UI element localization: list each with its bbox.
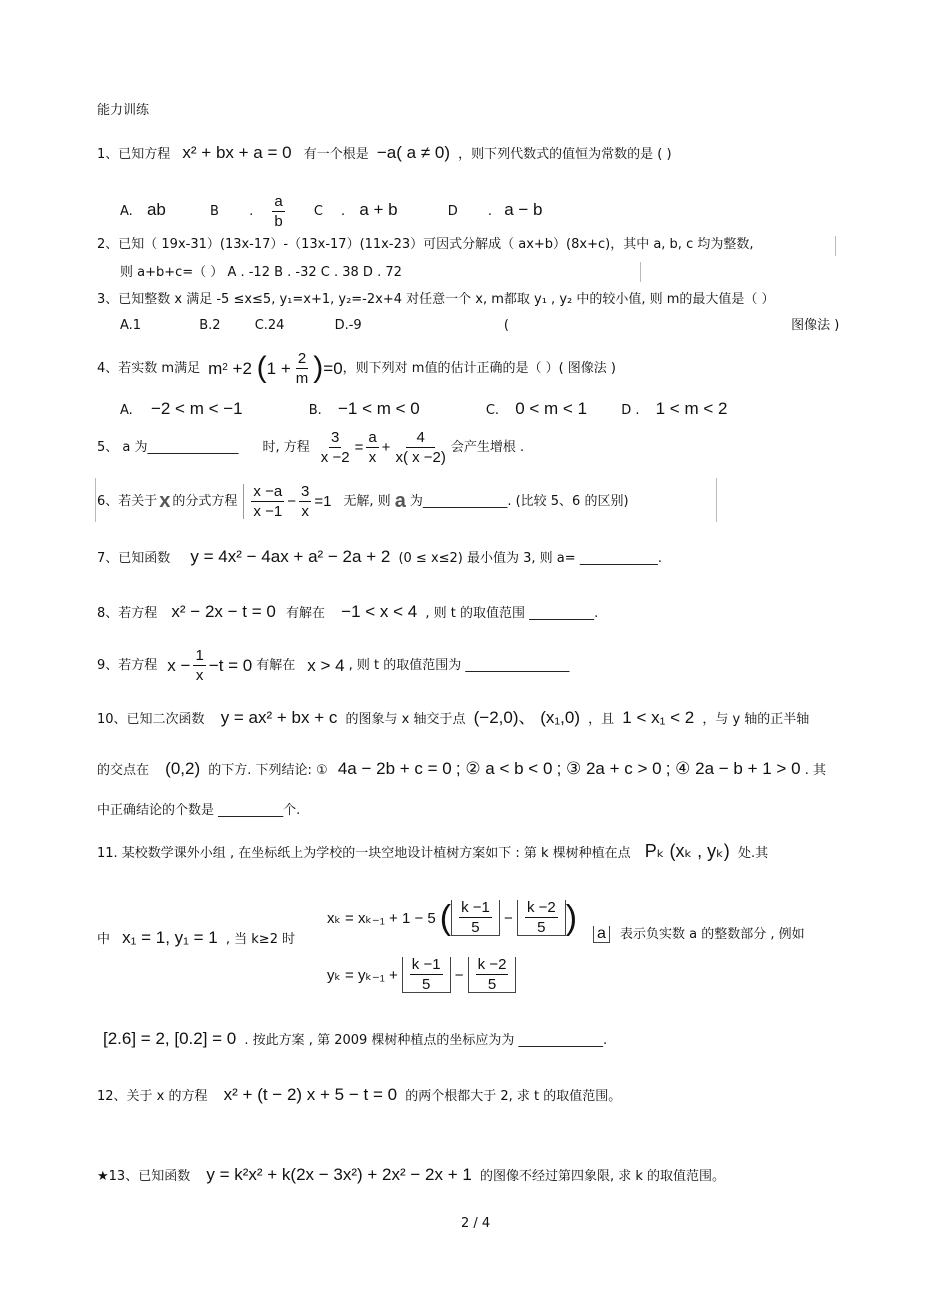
q3-method: 图像法 ) — [791, 318, 840, 333]
q10-conclusion-3: ; ③ 2a + c > 0 — [556, 759, 662, 778]
q1-options — [120, 194, 543, 229]
q4-opt-a: −2 < m < −1 — [150, 399, 243, 418]
q10-conclusion-1: 4a − 2b + c = 0 — [337, 759, 452, 778]
q10-cond: ，且 — [588, 712, 615, 727]
q6-tail1: 无解, 则 — [343, 493, 391, 509]
q8-mid: 有解在 — [285, 606, 325, 621]
q3-opt-b: B.2 — [199, 318, 221, 333]
q11-line2 — [97, 929, 295, 946]
q11-yk: yₖ = yₖ₋₁ + — [327, 966, 398, 984]
q4-suffix: ，则下列对 m值的估计正确的是（ ）( 图像法 ) — [342, 360, 616, 376]
question-5 — [97, 424, 524, 470]
q1-opt-c-label: C — [313, 204, 323, 219]
q13-equation: y = k²x² + k(2x − 3x²) + 2x² − 2x + 1 — [206, 1165, 472, 1184]
scan-artifact — [95, 478, 96, 522]
q6-var: x — [159, 490, 171, 512]
q4-opt-b: −1 < m < 0 — [337, 399, 420, 418]
q10-points: (−2,0)、 (x₁,0) — [473, 708, 580, 727]
q10-equation: y = ax² + bx + c — [220, 708, 338, 727]
q4-opt-a-label: A. — [120, 403, 133, 418]
q3-opt-c: C.24 — [254, 318, 285, 333]
q7-condition: (0 ≤ x≤2) 最小值为 3, 则 a= — [398, 551, 576, 566]
q11-floor-def — [593, 926, 805, 943]
q3-opt-a: A.1 — [120, 318, 142, 333]
q6-var2: a — [394, 490, 406, 512]
q8-prefix: 8、若方程 — [97, 606, 158, 621]
q11-xk-brackets: ( $\frac{k -1}{5}$ − $\frac{k -2}{5}$ ) — [439, 899, 578, 937]
q12-prefix: 12、关于 x 的方程 — [97, 1089, 208, 1104]
q1-frac-den: b — [274, 213, 283, 230]
q11-yk-brackets: $\frac{k -1}{5}$ − $\frac{k -2}{5}$ — [402, 957, 517, 993]
q1-mid: 有一个根是 — [303, 147, 369, 162]
q11-prefix: 11. 某校数学课外小组 , 在坐标纸上为学校的一块空地设计植树方案如下 : 第 k 棵树种植在点 — [97, 846, 631, 861]
question-9 — [97, 642, 569, 688]
q3-paren: ( — [503, 318, 509, 333]
q11-init: x₁ = 1, y₁ = 1 — [122, 928, 218, 947]
q6-equation: $\frac{x -a}{x -1}$ − $\frac{3}{x}$ =1 — [243, 484, 331, 519]
q4-opt-c-label: C. — [485, 403, 500, 418]
q1-suffix: ，则下列代数式的值恒为常数的是 ( ) — [458, 147, 672, 162]
scan-artifact — [716, 478, 717, 522]
q7-blank: ____________. — [579, 551, 662, 566]
q10-l2-prefix: 的交点在 — [97, 763, 150, 778]
q4-prefix: 4、若实数 m满足 — [97, 360, 201, 376]
q9-suffix: , 则 t 的取值范围为 ________________ — [348, 657, 570, 673]
q11-l2-prefix: 中 — [97, 932, 111, 947]
scan-artifact — [640, 262, 641, 282]
question-4 — [97, 346, 616, 390]
q3-opt-d: D.-9 — [334, 318, 362, 333]
q10-line1 — [97, 709, 809, 726]
q4-opt-d-label: D . — [621, 403, 640, 418]
q10-tail: ，与 y 轴的正半轴 — [702, 712, 810, 727]
q10-line2 — [97, 760, 826, 777]
question-1 — [97, 144, 672, 161]
q10-conclusion-2: ; ② a < b < 0 — [455, 759, 553, 778]
q11-tail: 处.其 — [737, 846, 769, 861]
q9-mid: 有解在 — [256, 657, 296, 673]
q7-equation: y = 4x² − 4ax + a² − 2a + 2 — [190, 547, 391, 566]
q4-opt-d: 1 < m < 2 — [655, 399, 728, 418]
q11-line3 — [103, 1030, 607, 1047]
q5-equation: $\frac{3}{x -2}$ = $\frac{a}{x}$ + $\frac{4}{x( x -2)}$ — [320, 428, 446, 466]
q10-l2-tail: . 其 — [804, 763, 826, 778]
q5-suffix: 会产生增根 . — [450, 439, 525, 455]
scan-artifact — [835, 236, 836, 256]
question-13 — [97, 1166, 725, 1183]
q4-equation: m 2 +2 ( 1 + $\frac{2}{m}$ ) =0 — [208, 349, 343, 387]
q1-opt-d-label: D — [447, 204, 458, 219]
q11-line1 — [97, 842, 768, 860]
q1-prefix: 1、已知方程 — [97, 147, 171, 162]
q6-mid: 的分式方程 — [172, 493, 238, 509]
q11-xk-formula — [327, 893, 577, 943]
q1-frac-num: a — [274, 193, 283, 210]
question-6 — [97, 478, 629, 524]
q11-l2-mid: , 当 k≥2 时 — [225, 932, 296, 947]
question-8 — [97, 603, 598, 620]
q7-prefix: 7、已知函数 — [97, 551, 171, 566]
question-7 — [97, 548, 662, 565]
q5-mid: 时, 方程 — [262, 439, 310, 455]
q8-equation: x² − 2x − t = 0 — [171, 602, 276, 621]
q9-range: x > 4 — [307, 655, 345, 675]
q13-suffix: 的图像不经过第四象限, 求 k 的取值范围。 — [479, 1169, 726, 1184]
q13-prefix: ★13、已知函数 — [97, 1169, 191, 1184]
q1-opt-b-label: B — [210, 204, 219, 219]
q12-suffix: 的两个根都大于 2, 求 t 的取值范围。 — [405, 1089, 622, 1104]
q4-options — [120, 400, 727, 417]
q3-line1: 3、已知整数 x 满足 -5 ≤x≤5, y₁=x+1, y₂=-2x+4 对任意一个 x, m都取 y₁ , y₂ 中的较小值, 则 m的最大值是（ ） — [97, 292, 775, 307]
q10-range: 1 < x₁ < 2 — [622, 708, 695, 727]
q1-dot: . — [487, 204, 493, 219]
q10-point: (0,2) — [165, 759, 201, 778]
q11-l2-tail: 表示负实数 a 的整数部分 , 例如 — [620, 927, 805, 942]
q11-floor-a: a — [593, 926, 610, 943]
q1-opt-a: ab — [146, 200, 166, 219]
q11-xk: xₖ = xₖ₋₁ + 1 − 5 — [327, 909, 436, 927]
q1-opt-b-frac — [272, 194, 284, 229]
q11-yk-formula — [327, 950, 516, 1000]
section-heading: 能力训练 — [97, 103, 150, 118]
q2-line1: 2、已知（ 19x-31）(13x-17）-（13x-17）(11x-23）可因式分解成（ ax+b）(8x+c)，其中 a, b, c 均为整数, — [97, 237, 754, 252]
q11-point: Pₖ (xₖ , yₖ) — [644, 841, 730, 861]
q6-tail2: 为_____________. (比较 5、6 的区别) — [409, 493, 629, 509]
q11-l3-tail: . 按此方案 , 第 2009 棵树种植点的坐标应为为 _____________. — [244, 1033, 608, 1048]
q9-equation: x − $\frac{1}{x}$ −t = 0 — [167, 646, 253, 684]
q1-dot: . — [341, 204, 346, 219]
q1-opt-c: a + b — [359, 200, 398, 219]
page-number: 2 / 4 — [461, 1216, 491, 1231]
q8-range: −1 < x < 4 — [341, 602, 418, 621]
q1-equation: x² + bx + a = 0 — [182, 143, 292, 162]
q11-example: [2.6] = 2, [0.2] = 0 — [103, 1029, 237, 1048]
q1-opt-d: a − b — [504, 200, 543, 219]
q10-l2-mid: 的下方. 下列结论: ① — [208, 763, 328, 778]
q6-prefix: 6、若关于 — [97, 493, 158, 509]
q4-opt-c: 0 < m < 1 — [515, 399, 588, 418]
q10-mid: 的图象与 x 轴交于点 — [345, 712, 466, 727]
q5-prefix: 5、 a 为______________ — [97, 439, 239, 455]
q3-options — [120, 319, 839, 332]
q1-dot: . — [249, 204, 254, 219]
q12-equation: x² + (t − 2) x + 5 − t = 0 — [223, 1085, 398, 1104]
q10-prefix: 10、已知二次函数 — [97, 712, 205, 727]
q1-opt-a-label: A. — [120, 204, 133, 219]
q9-prefix: 9、若方程 — [97, 657, 158, 673]
q8-suffix: , 则 t 的取值范围 __________. — [425, 606, 599, 621]
q1-root: −a( a ≠ 0) — [376, 143, 450, 162]
q10-conclusion-4: ; ④ 2a − b + 1 > 0 — [665, 759, 801, 778]
q10-line3: 中正确结论的个数是 __________个. — [97, 803, 301, 818]
q2-line2: 则 a+b+c=（ ） A . -12 B . -32 C . 38 D . 72 — [120, 265, 402, 280]
question-12 — [97, 1086, 621, 1103]
q4-opt-b-label: B. — [308, 403, 322, 418]
